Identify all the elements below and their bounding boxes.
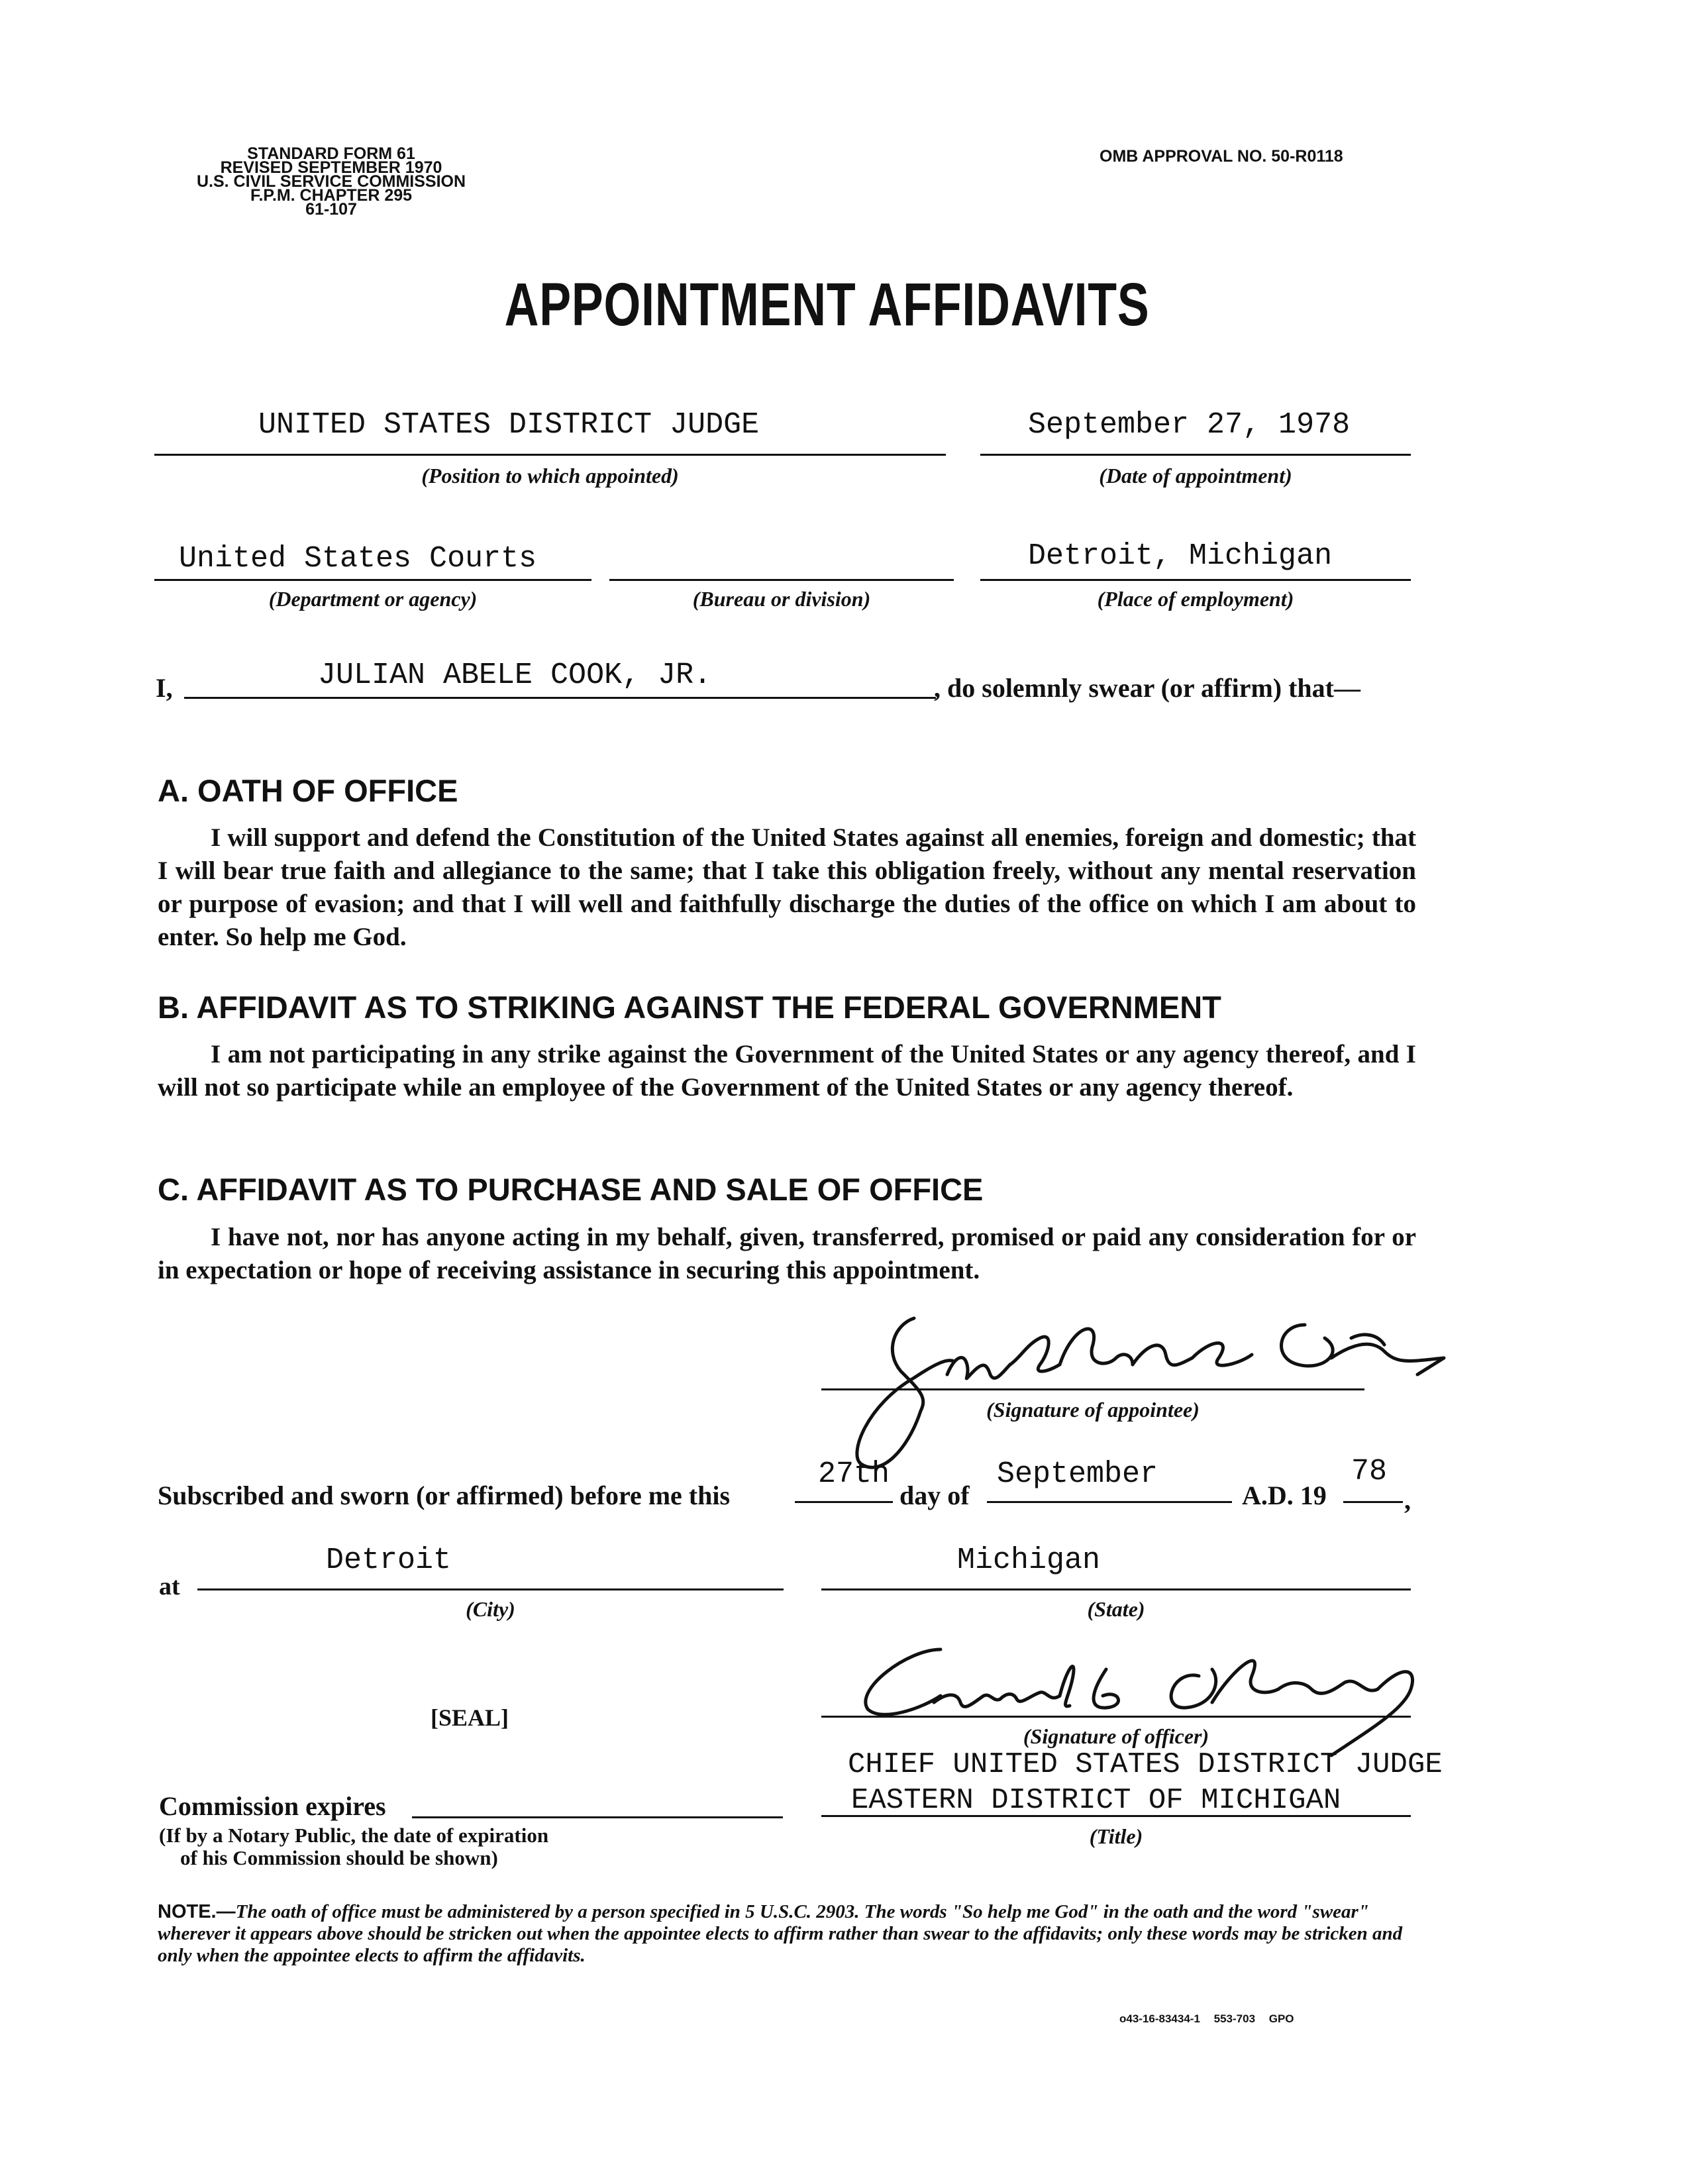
state-caption: (State) — [1087, 1597, 1145, 1621]
month-line — [987, 1501, 1232, 1503]
appointee-signature-caption: (Signature of appointee) — [986, 1398, 1200, 1422]
day-line — [795, 1501, 893, 1503]
date-field[interactable]: September 27, 1978 — [1028, 408, 1351, 442]
state-line — [821, 1588, 1411, 1590]
subscribed-text: Subscribed and sworn (or affirmed) before me this — [158, 1481, 731, 1510]
year-line — [1343, 1501, 1403, 1503]
form-identifier — [152, 144, 510, 219]
commission-label: Commission expires — [159, 1791, 386, 1821]
month-field[interactable]: September — [997, 1457, 1158, 1491]
title-caption: (Title) — [1089, 1824, 1143, 1848]
city-line — [197, 1588, 784, 1590]
place-field[interactable]: Detroit, Michigan — [1028, 539, 1333, 573]
ad-label: A.D. 19 — [1242, 1481, 1327, 1510]
omb-approval: OMB APPROVAL NO. 50-R0118 — [1100, 147, 1343, 166]
form-id-line: U.S. CIVIL SERVICE COMMISSION — [196, 172, 466, 191]
section-a-text: I will support and defend the Constitution of the United States against all enemies, foreign and domestic; that I will bear true faith and allegiance to the same; that I take this obligation freely, without any mental reservation or purpose of evasion; and that I will well and faithfully discharge the duties of the office on which I am about to enter. So help me God. — [158, 823, 1416, 951]
department-line — [154, 579, 591, 581]
day-of-label: day of — [899, 1481, 970, 1510]
officer-title-line — [821, 1815, 1411, 1817]
print-code: o43-16-83434-1 553-703 GPO — [1119, 2012, 1294, 2025]
commission-line[interactable] — [412, 1816, 783, 1818]
form-id-line: 61-107 — [305, 200, 357, 219]
notary-note-line-2: of his Commission should be shown) — [180, 1846, 498, 1869]
section-a-heading: A. OATH OF OFFICE — [158, 773, 458, 808]
position-line — [154, 454, 946, 456]
year-comma: , — [1404, 1485, 1411, 1515]
position-field[interactable]: UNITED STATES DISTRICT JUDGE — [258, 408, 760, 442]
bureau-caption: (Bureau or division) — [692, 587, 871, 611]
name-field[interactable]: JULIAN ABELE COOK, JR. — [318, 658, 712, 692]
department-field[interactable]: United States Courts — [179, 542, 537, 576]
note-label: NOTE.— — [158, 1901, 236, 1922]
officer-signature-caption: (Signature of officer) — [1023, 1724, 1209, 1748]
officer-signature-line — [821, 1716, 1411, 1718]
state-field[interactable]: Michigan — [957, 1543, 1101, 1577]
swear-text: , do solemnly swear (or affirm) that— — [934, 673, 1360, 703]
section-b-text: I am not participating in any strike against the Government of the United States or any agency thereof, and I will not so participate while an employee of the Government of the United States or any agency thereof. — [158, 1040, 1416, 1102]
place-caption: (Place of employment) — [1097, 587, 1294, 611]
date-caption: (Date of appointment) — [1099, 464, 1292, 488]
page-title: APPOINTMENT AFFIDAVITS — [504, 271, 1150, 338]
place-line — [980, 579, 1411, 581]
form-id-line: REVISED SEPTEMBER 1970 — [220, 158, 442, 177]
city-field[interactable]: Detroit — [326, 1543, 452, 1577]
at-label: at — [159, 1573, 180, 1600]
year-field[interactable]: 78 — [1351, 1455, 1388, 1488]
section-c-heading: C. AFFIDAVIT AS TO PURCHASE AND SALE OF OFFICE — [158, 1172, 984, 1207]
city-caption: (City) — [466, 1597, 515, 1621]
note-block — [158, 1901, 1426, 1967]
name-line — [184, 697, 936, 699]
officer-title-line-1[interactable]: CHIEF UNITED STATES DISTRICT JUDGE — [848, 1748, 1443, 1781]
section-b-heading: B. AFFIDAVIT AS TO STRIKING AGAINST THE FEDERAL GOVERNMENT — [158, 990, 1221, 1025]
day-field[interactable]: 27th — [818, 1457, 890, 1491]
seal-mark: [SEAL] — [431, 1704, 509, 1731]
section-c-text: I have not, nor has anyone acting in my behalf, given, transferred, promised or paid any consideration for or in expectation or hope of receiving assistance in securing this appointment. — [158, 1223, 1416, 1284]
bureau-line — [609, 579, 954, 581]
appointee-signature-line — [821, 1388, 1364, 1390]
officer-title-line-2[interactable]: EASTERN DISTRICT OF MICHIGAN — [851, 1784, 1341, 1817]
form-id-line: F.P.M. CHAPTER 295 — [250, 186, 413, 205]
form-id-line: STANDARD FORM 61 — [247, 144, 415, 163]
date-line — [980, 454, 1411, 456]
department-caption: (Department or agency) — [268, 587, 478, 611]
note-text: The oath of office must be administered by a person specified in 5 U.S.C. 2903. The words "So help me God" in the oath and the word "swear" wherever it appears above should be stricken out when the appointee elects to affirm rather than swear to the affidavits; only these words may be stricken and only when the appointee elects to affirm the affidavits. — [158, 1901, 1403, 1966]
i-label: I, — [156, 673, 173, 703]
position-caption: (Position to which appointed) — [421, 464, 679, 488]
notary-note-line-1: (If by a Notary Public, the date of expiration — [159, 1824, 549, 1847]
